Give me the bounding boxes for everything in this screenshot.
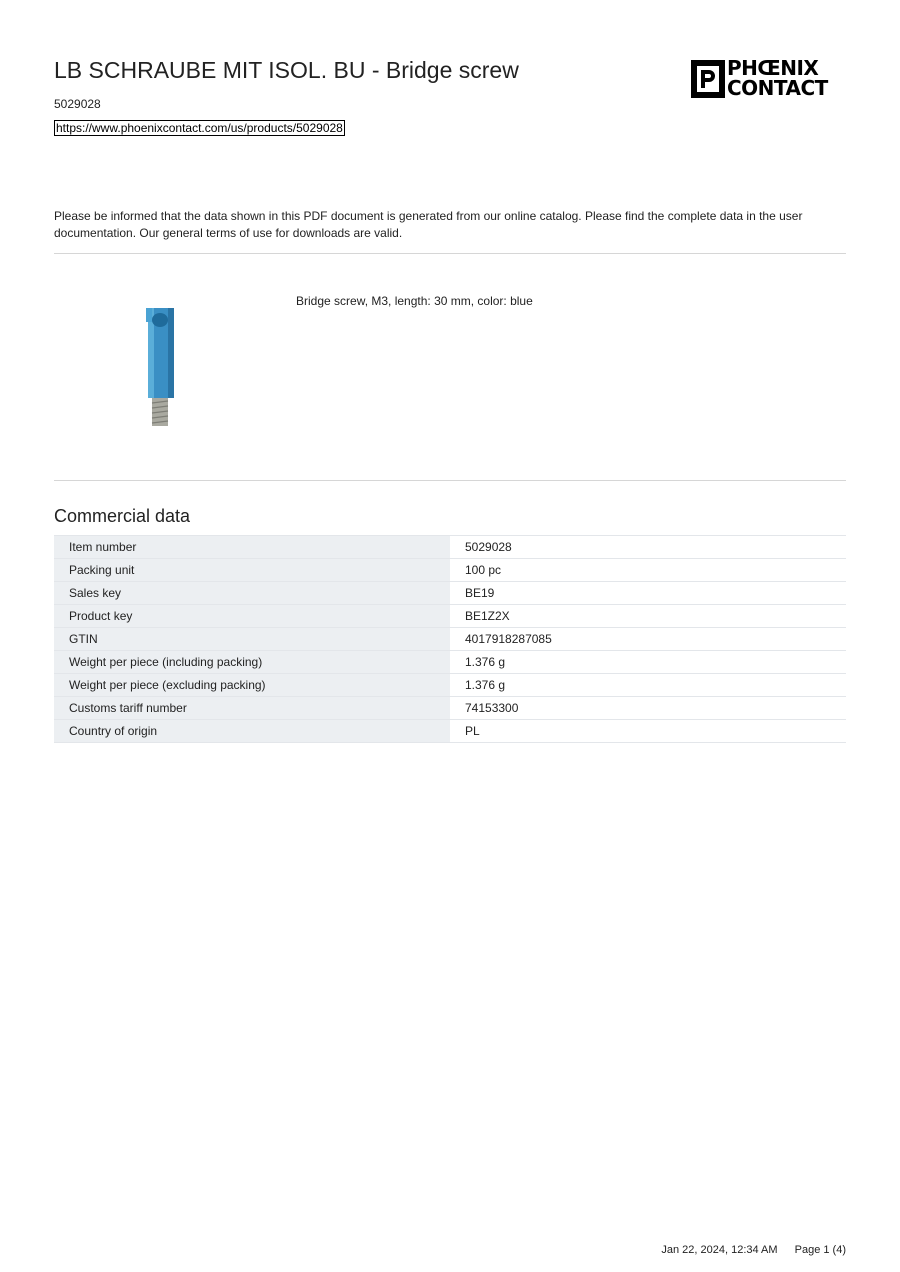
item-number: 5029028	[54, 97, 101, 111]
row-label: GTIN	[54, 628, 450, 651]
footer-date: Jan 22, 2024, 12:34 AM	[661, 1244, 778, 1256]
row-label: Weight per piece (including packing)	[54, 651, 450, 674]
row-value: 5029028	[450, 536, 846, 559]
table-row	[54, 674, 846, 697]
logo-mark-icon	[690, 59, 726, 99]
footer-page-number: Page 1 (4)	[794, 1244, 846, 1256]
section-title-commercial-data: Commercial data	[54, 506, 191, 526]
row-label: Packing unit	[54, 559, 450, 582]
row-value: BE1Z2X	[450, 605, 846, 628]
divider	[54, 253, 846, 254]
page-footer	[661, 1244, 846, 1256]
product-url-link[interactable]: https://www.phoenixcontact.com/us/products/5029028	[56, 121, 343, 135]
commercial-data-table	[54, 535, 846, 743]
row-value: 74153300	[450, 697, 846, 720]
page-title: LB SCHRAUBE MIT ISOL. BU - Bridge screw	[54, 57, 519, 83]
row-label: Item number	[54, 536, 450, 559]
logo-text-line1: PHŒNIX	[727, 56, 819, 80]
divider	[54, 480, 846, 481]
row-label: Country of origin	[54, 720, 450, 743]
table-row	[54, 628, 846, 651]
row-value: 4017918287085	[450, 628, 846, 651]
logo-text-line2: CONTACT	[727, 76, 828, 100]
row-label: Sales key	[54, 582, 450, 605]
row-value: 1.376 g	[450, 651, 846, 674]
table-row	[54, 582, 846, 605]
row-value: BE19	[450, 582, 846, 605]
table-row	[54, 605, 846, 628]
table-row	[54, 559, 846, 582]
phoenix-contact-logo	[690, 58, 848, 100]
table-row	[54, 536, 846, 559]
row-value: PL	[450, 720, 846, 743]
row-value: 1.376 g	[450, 674, 846, 697]
row-label: Product key	[54, 605, 450, 628]
row-value: 100 pc	[450, 559, 846, 582]
table-row	[54, 651, 846, 674]
disclaimer-notice: Please be informed that the data shown in this PDF document is generated from our online catalog. Please find the complete data in the user documentation. Our general terms of use for downloads are valid.	[54, 209, 803, 240]
product-description: Bridge screw, M3, length: 30 mm, color: blue	[296, 294, 533, 308]
table-row	[54, 720, 846, 743]
row-label: Customs tariff number	[54, 697, 450, 720]
table-row	[54, 697, 846, 720]
product-image	[130, 300, 190, 435]
row-label: Weight per piece (excluding packing)	[54, 674, 450, 697]
